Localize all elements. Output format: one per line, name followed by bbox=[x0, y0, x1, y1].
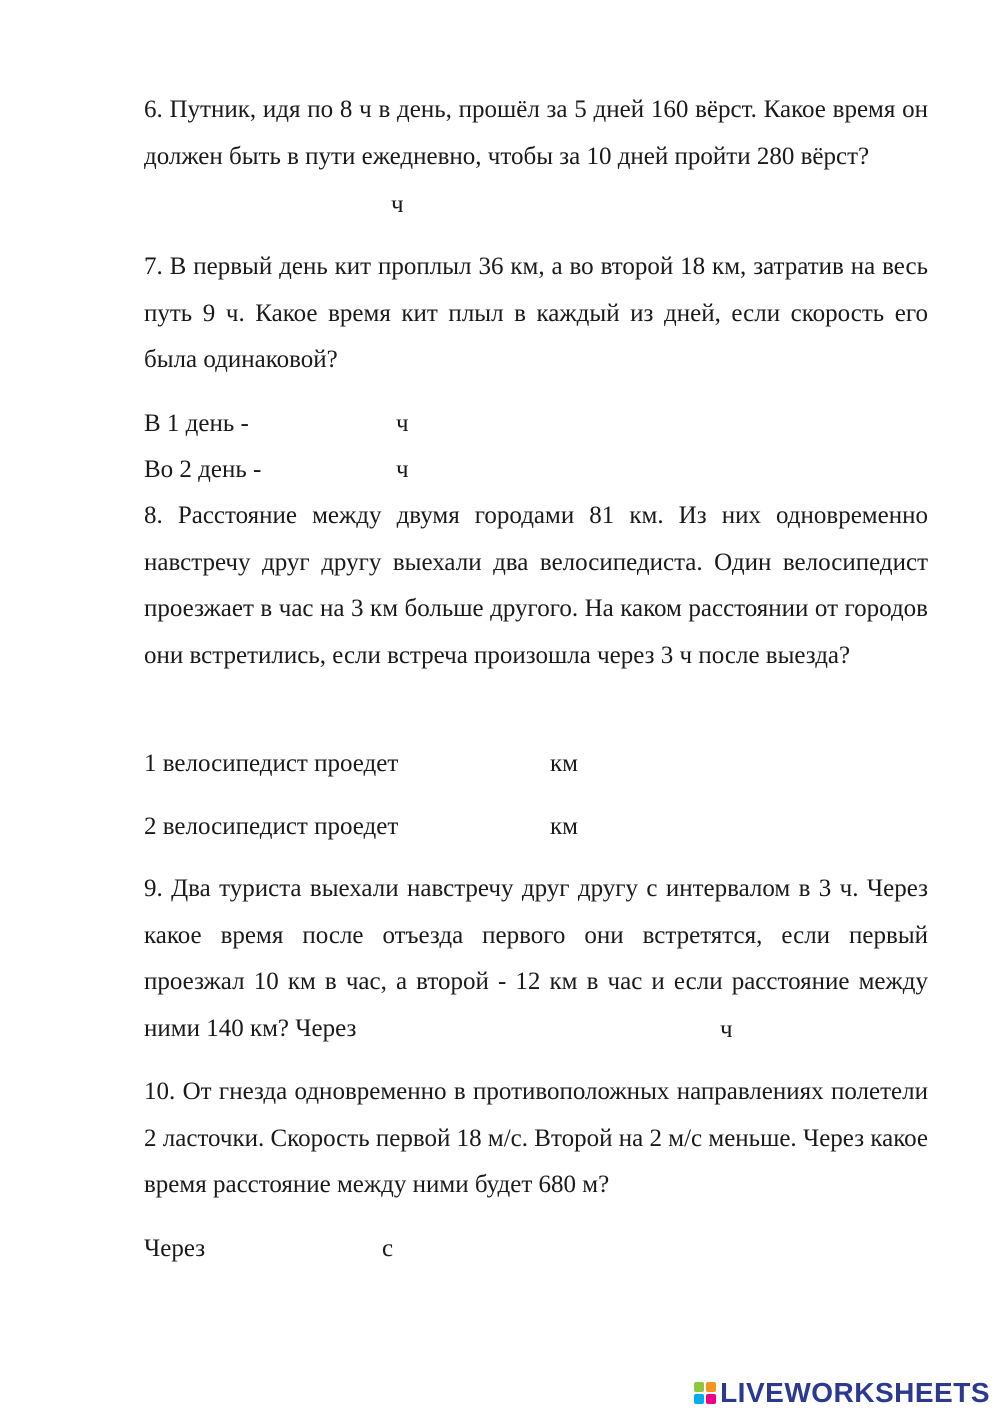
task-8-answer-2-input[interactable] bbox=[425, 812, 544, 844]
task-7-answer-1-unit: ч bbox=[396, 410, 409, 437]
task-9-answer-input[interactable] bbox=[595, 1015, 714, 1047]
task-7-text: 7. В первый день кит проплыл 36 км, а во второй 18 км, затратив на весь путь 9 ч. Какое время кит плыл в каждый из дней, если скорость его была одинаковой? bbox=[144, 253, 928, 373]
task-9-unit: ч bbox=[720, 1016, 733, 1043]
task-6-unit: ч bbox=[391, 191, 404, 218]
task-8-answer-1-input[interactable] bbox=[425, 749, 544, 781]
liveworksheets-logo-icon bbox=[694, 1382, 716, 1404]
task-8-text: 8. Расстояние между двумя городами 81 км. Из них одновременно навстречу друг другу выехали два велосипедиста. Один велосипедист проезжает в час на 3 км больше другого. На каком расстоянии от городов они встретились, если встреча произошла через 3 ч после выезда? bbox=[144, 502, 928, 669]
task-7-answer-2-unit: ч bbox=[396, 456, 409, 483]
task-7-answer-2-input[interactable] bbox=[280, 455, 389, 487]
task-10-answer-input[interactable] bbox=[220, 1234, 374, 1266]
task-8-answer-1-unit: км bbox=[550, 750, 578, 777]
liveworksheets-wordmark: LIVEWORKSHEETS bbox=[720, 1377, 990, 1408]
task-7-answer-2-label: Во 2 день - bbox=[144, 456, 262, 483]
task-10-text: 10. От гнезда одновременно в противоположных направлениях полетели 2 ласточки. Скорость первой 18 м/с. Второй на 2 м/с меньше. Через какое время расстояние между ними будет 680 м? bbox=[144, 1078, 928, 1198]
task-8-answer-2-label: 2 велосипедист проедет bbox=[144, 813, 399, 840]
liveworksheets-brand bbox=[694, 1378, 990, 1408]
task-7-answer-1-input[interactable] bbox=[265, 409, 389, 441]
task-6-text: 6. Путник, идя по 8 ч в день, прошёл за 5 дней 160 вёрст. Какое время он должен быть в пути ежедневно, чтобы за 10 дней пройти 280 вёрст? bbox=[144, 96, 928, 170]
task-7-answer-1-label: В 1 день - bbox=[144, 410, 249, 437]
task-9-text: 9. Два туриста выехали навстречу друг другу с интервалом в 3 ч. Через какое время после отъезда первого они встретятся, если первый проезжал 10 км в час, а второй - 12 км в час и если расстояние между ними 140 км? Через bbox=[144, 875, 928, 1042]
task-8-answer-1-label: 1 велосипедист проедет bbox=[144, 750, 399, 777]
task-6-answer-input[interactable] bbox=[275, 190, 384, 222]
task-10-answer-unit: с bbox=[382, 1235, 394, 1262]
task-10-answer-label: Через bbox=[144, 1235, 206, 1262]
task-8-answer-2-unit: км bbox=[550, 813, 578, 840]
